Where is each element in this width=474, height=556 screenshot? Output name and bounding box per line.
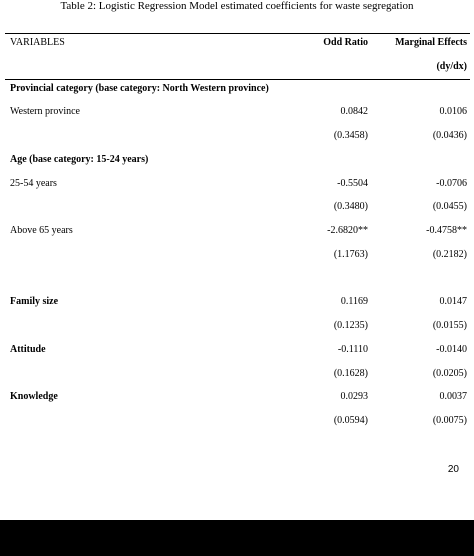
header-marginal-unit: (dy/dx) [436,61,467,72]
header-variables: VARIABLES [10,37,65,48]
odd-ratio-cell: -2.6820** [327,225,368,236]
header-marginal-effects: Marginal Effects [395,37,467,48]
marginal-effect-se-cell: (0.0155) [432,320,467,331]
odd-ratio-cell: -0.5504 [337,178,368,189]
odd-ratio-se-cell: (0.3480) [333,201,368,212]
odd-ratio-cell: 0.1169 [340,296,368,307]
marginal-effect-cell: -0.0140 [436,344,467,355]
row-label: Provincial category (base category: North Western province) [10,83,269,94]
marginal-effect-cell: -0.4758** [426,225,467,236]
odd-ratio-se-cell: (1.1763) [333,249,368,260]
header-rule [5,79,470,80]
odd-ratio-cell: -0.1110 [337,344,368,355]
row-label: Family size [10,296,59,307]
row-label: Knowledge [10,391,58,402]
row-label: 25-54 years [10,178,57,189]
marginal-effect-se-cell: (0.0436) [432,130,467,141]
table-top-rule [5,33,470,34]
marginal-effect-se-cell: (0.0455) [432,201,467,212]
odd-ratio-se-cell: (0.1235) [333,320,368,331]
odd-ratio-se-cell: (0.1628) [333,368,368,379]
bottom-black-bar [0,520,474,556]
marginal-effect-cell: 0.0037 [439,391,467,402]
odd-ratio-se-cell: (0.3458) [333,130,368,141]
marginal-effect-se-cell: (0.0075) [432,415,467,426]
row-label: Western province [10,106,80,117]
odd-ratio-se-cell: (0.0594) [333,415,368,426]
odd-ratio-cell: 0.0293 [340,391,368,402]
page-number: 20 [447,464,459,475]
marginal-effect-cell: 0.0147 [439,296,467,307]
odd-ratio-cell: 0.0842 [340,106,368,117]
marginal-effect-se-cell: (0.0205) [432,368,467,379]
row-label: Age (base category: 15-24 years) [10,154,149,165]
table-caption: Table 2: Logistic Regression Model estimated coefficients for waste segregation [60,0,414,12]
header-odd-ratio: Odd Ratio [323,37,368,48]
marginal-effect-cell: -0.0706 [436,178,467,189]
row-label: Above 65 years [10,225,73,236]
marginal-effect-se-cell: (0.2182) [432,249,467,260]
row-label: Attitude [10,344,46,355]
marginal-effect-cell: 0.0106 [439,106,467,117]
